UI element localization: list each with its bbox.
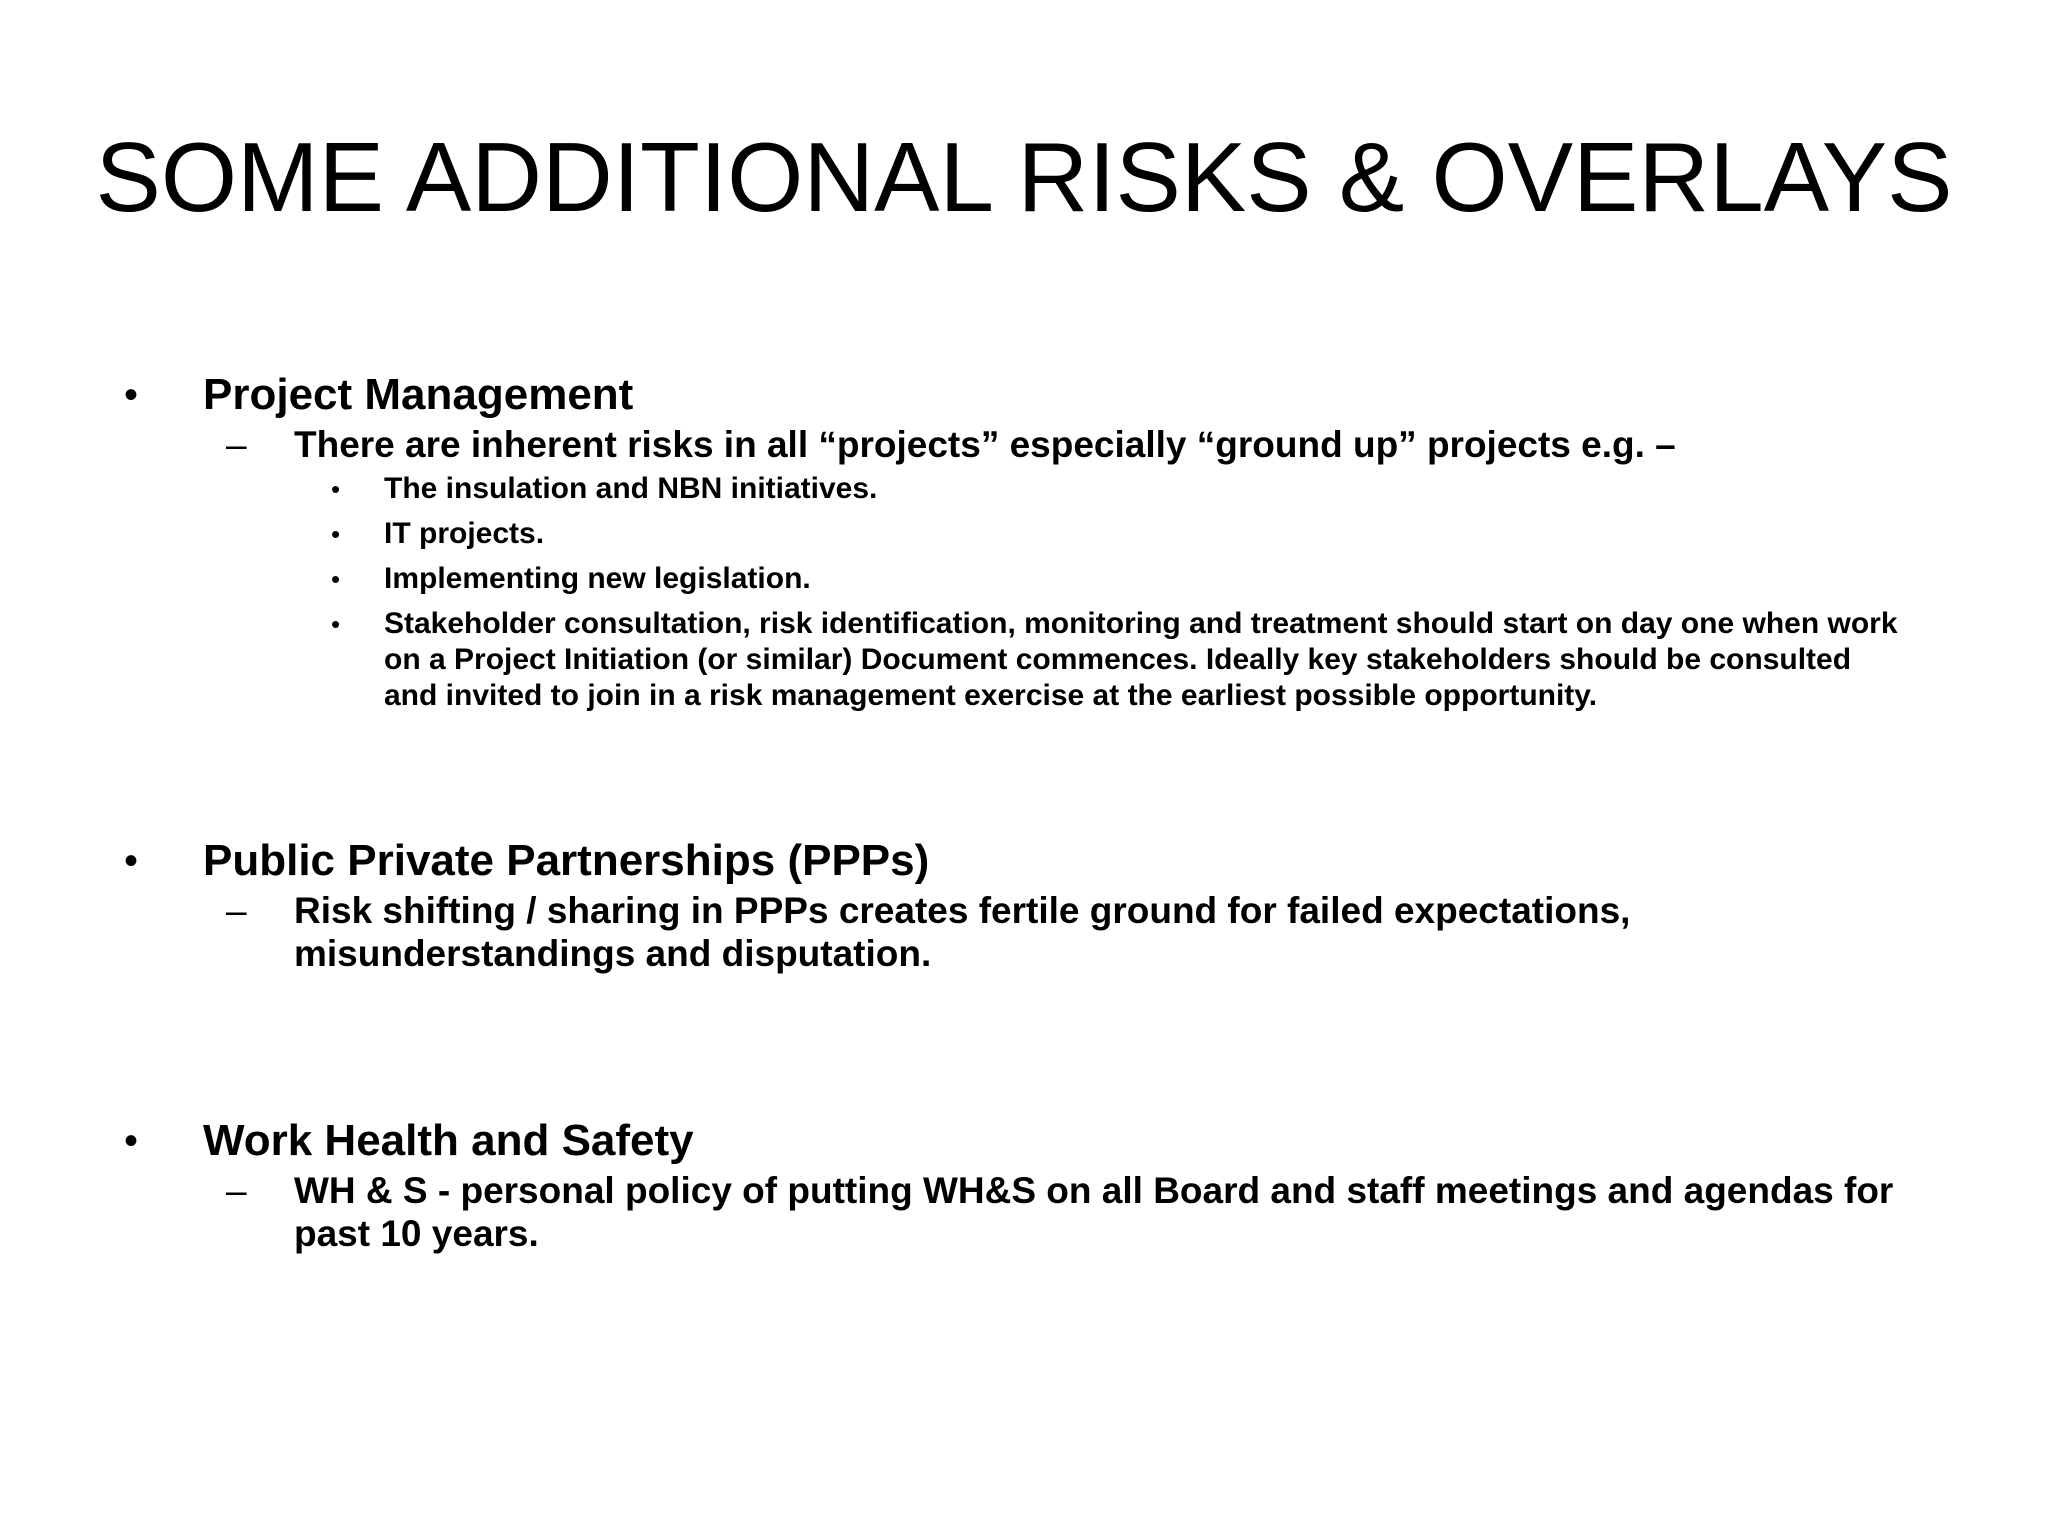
heading-whs: Work Health and Safety [203,1116,694,1165]
sub-text: WH & S - personal policy of putting WH&S on all Board and staff meetings and agendas for past 10 years. [294,1170,1894,1254]
bullet-icon: • [124,839,139,883]
list-item [0,606,2048,756]
bullet-icon: • [124,373,139,417]
list-item [0,516,2048,561]
sub-text: Risk shifting / sharing in PPPs creates fertile ground for failed expectations, misunderstandings and disputation. [294,890,1631,974]
list-item [0,471,2048,516]
section-whs [0,1113,2048,1259]
sub-bullet [0,889,2048,979]
list-item [0,561,2048,606]
bullet-heading [0,367,2048,423]
bullet-icon: • [331,564,341,594]
dash-icon: – [226,890,247,931]
section-project-management [0,367,2048,756]
bullet-icon: • [331,609,341,639]
dash-icon: – [226,1170,247,1211]
list-item-text: The insulation and NBN initiatives. [384,472,878,505]
slide-title: SOME ADDITIONAL RISKS & OVERLAYS [95,122,1953,232]
list-item-text: Implementing new legislation. [384,562,811,595]
heading-ppps: Public Private Partnerships (PPPs) [203,836,930,885]
bullet-icon: • [331,474,341,504]
bullet-heading [0,1113,2048,1169]
bullet-heading [0,833,2048,889]
section-ppps [0,833,2048,979]
dash-icon: – [226,424,247,465]
sub-text: There are inherent risks in all “projects” especially “ground up” projects e.g. – [294,424,1676,465]
bullet-icon: • [124,1119,139,1163]
heading-project-management: Project Management [203,370,634,419]
list-item-text: IT projects. [384,517,545,550]
bullet-icon: • [331,519,341,549]
sub-bullet [0,1169,2048,1259]
sub-bullet [0,423,2048,469]
list-item-text: Stakeholder consultation, risk identification, monitoring and treatment should start on day one when work on a Project Initiation (or similar) Document commences. Ideally key stakeholders should be consulted and invited to join in a risk management exercise at the earliest possible opportunity. [384,607,1898,712]
